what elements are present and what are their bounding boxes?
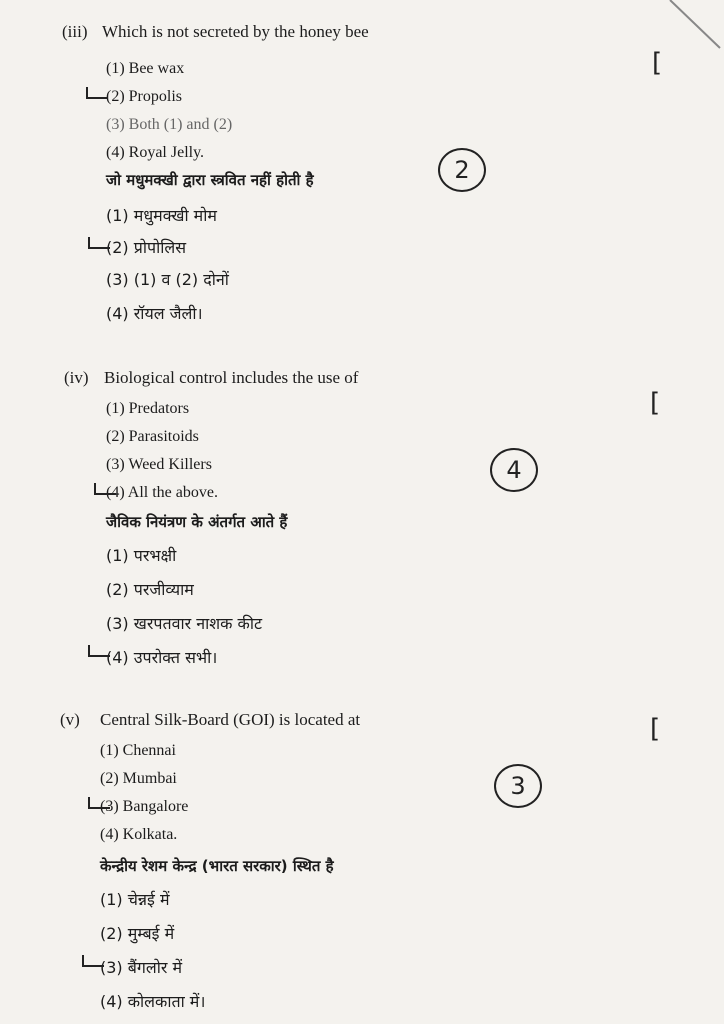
hindi-option-1: (1) मधुमक्खी मोम [106,206,217,225]
hindi-option-4: (4) कोलकाता में। [100,992,206,1011]
hindi-option-1: (1) चेन्नई में [100,890,170,909]
option-1: (1) Predators [106,400,190,417]
question-number: (v) [60,710,80,729]
question-text: Which is not secreted by the honey bee [102,22,369,41]
option-3: (3) Weed Killers [106,456,212,473]
answer-bracket: [ [650,388,661,418]
hindi-option-2: (2) परजीव्याम [106,580,194,599]
answer-bracket: [ [650,714,661,744]
question-text: Central Silk-Board (GOI) is located at [100,710,361,729]
tick-mark-icon [86,642,112,662]
tick-mark-icon [86,234,112,254]
question-iii [62,22,369,42]
handwritten-answer-circle: 4 [490,448,538,492]
hindi-option-3: (3) बैंगलोर में [100,958,183,977]
question-iv [64,368,358,388]
hindi-option-4: (4) उपरोक्त सभी। [106,648,218,667]
handwritten-answer-circle: 3 [494,764,542,808]
hindi-question-text: जैविक नियंत्रण के अंतर्गत आते हैं [106,513,288,531]
option-3: (3) Bangalore [100,798,189,815]
hindi-question-text: जो मधुमक्खी द्वारा स्त्रवित नहीं होती है [106,171,314,189]
question-number: (iii) [62,22,88,41]
option-3: (3) Both (1) and (2) [106,116,233,133]
hindi-question-text: केन्द्रीय रेशम केन्द्र (भारत सरकार) स्थित है [100,857,334,875]
page-fold-icon [660,0,724,50]
tick-mark-icon [80,952,106,972]
answer-bracket: [ [652,48,663,78]
option-2: (2) Parasitoids [106,428,199,445]
question-text: Biological control includes the use of [104,368,359,387]
question-v [60,710,360,730]
option-4: (4) All the above. [106,484,218,501]
tick-mark-icon [92,480,118,500]
tick-mark-icon [86,794,112,814]
hindi-option-2: (2) मुम्बई में [100,924,175,943]
option-4: (4) Kolkata. [100,826,178,843]
option-1: (1) Chennai [100,742,176,759]
option-1: (1) Bee wax [106,60,185,77]
handwritten-answer-circle: 2 [438,148,486,192]
question-number: (iv) [64,368,89,387]
option-4: (4) Royal Jelly. [106,144,205,161]
hindi-option-3: (3) खरपतवार नाशक कीट [106,614,263,633]
hindi-option-2: (2) प्रोपोलिस [106,238,187,257]
tick-mark-icon [84,84,110,104]
option-2: (2) Mumbai [100,770,177,787]
hindi-option-3: (3) (1) व (2) दोनों [106,270,229,289]
hindi-option-1: (1) परभक्षी [106,546,177,565]
option-2: (2) Propolis [106,88,182,105]
hindi-option-4: (4) रॉयल जैली। [106,304,203,323]
